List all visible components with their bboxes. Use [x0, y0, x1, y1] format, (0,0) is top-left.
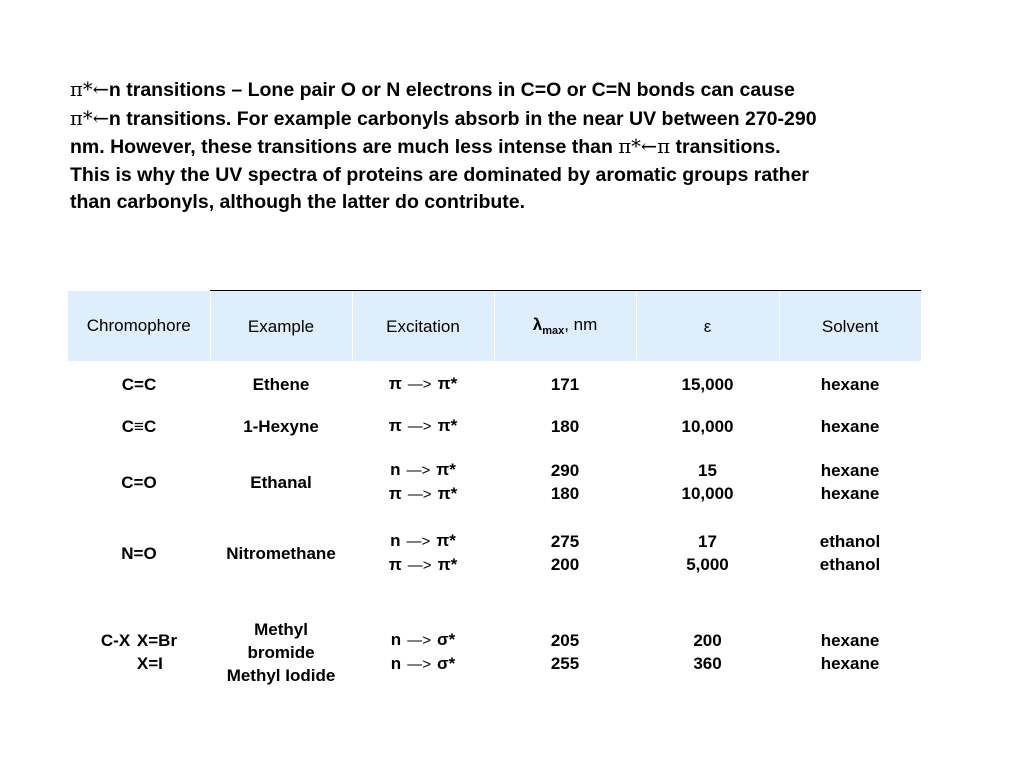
transition-arrow-icon: —>	[407, 486, 432, 503]
cell-lambda: 290 180	[550, 461, 580, 503]
intro-line-4: This is why the UV spectra of proteins are dominated by aromatic groups rather	[70, 163, 810, 186]
header-epsilon: ε	[636, 291, 779, 362]
intro-paragraph	[70, 76, 960, 217]
transition-arrow-icon: —>	[407, 418, 432, 435]
header-lambda-max: $\lambda_{max}$, nm	[494, 291, 636, 362]
transition-arrow-icon: —>	[407, 632, 431, 649]
table-row	[68, 587, 921, 717]
cell-chromophore: C=O	[121, 472, 157, 492]
cell-lambda: 275 200	[550, 532, 580, 574]
intro-line-1: π*←n transitions – Lone pair O or N electrons in C=O or C=N bonds can cause	[70, 78, 795, 101]
cell-solvent: hexane	[820, 416, 880, 436]
cell-excitation: π —> π*	[388, 374, 458, 393]
transition-arrow-icon: —>	[406, 462, 431, 479]
cell-chromophore: C-X X=Br X=I	[100, 631, 178, 673]
cell-solvent: ethanol ethanol	[819, 532, 881, 574]
header-excitation: Excitation	[352, 291, 494, 362]
pi-star-arrow-symbol: π*←	[70, 106, 109, 130]
transition-arrow-icon: —>	[407, 656, 431, 673]
cell-example: Nitromethane	[226, 543, 336, 563]
cell-chromophore: N=O	[121, 543, 157, 563]
pi-star-arrow-symbol: π*←	[70, 78, 109, 101]
cell-chromophore: C=C	[121, 374, 157, 394]
table-row	[68, 445, 921, 519]
table-row	[68, 519, 921, 587]
transition-arrow-icon: —>	[407, 557, 432, 574]
cell-excitation: n —> π* π —> π*	[388, 531, 458, 574]
cell-chromophore: C≡C	[121, 416, 157, 436]
cell-lambda: 180	[550, 416, 580, 436]
cell-solvent: hexane	[820, 374, 880, 394]
transition-arrow-icon: —>	[407, 376, 432, 393]
cell-example: Ethanal	[250, 472, 312, 492]
header-chromophore: Chromophore	[68, 291, 210, 362]
intro-line-2: π*←n transitions. For example carbonyls absorb in the near UV between 270-290	[70, 106, 817, 130]
cell-epsilon: 10,000	[681, 416, 734, 436]
header-example: Example	[210, 291, 352, 362]
cell-example: 1-Hexyne	[243, 416, 319, 436]
pi-star-pi-symbol: π*←π	[618, 135, 671, 158]
table-row	[68, 361, 921, 407]
cell-lambda: 205 255	[550, 631, 580, 673]
cell-excitation: n —> σ* n —> σ*	[390, 630, 456, 673]
table-row	[68, 407, 921, 445]
cell-example: Ethene	[252, 374, 310, 394]
intro-line-3: nm. However, these transitions are much less intense than π*←π transitions.	[70, 135, 781, 158]
cell-excitation: n —> π* π —> π*	[388, 460, 458, 503]
cell-example: Methyl bromide Methyl Iodide	[226, 619, 336, 685]
cell-excitation: π —> π*	[388, 416, 458, 435]
intro-line-5: than carbonyls, although the latter do contribute.	[70, 191, 526, 213]
cell-solvent: hexane hexane	[820, 631, 880, 673]
cell-solvent: hexane hexane	[820, 461, 880, 503]
header-solvent: Solvent	[779, 291, 921, 362]
cell-epsilon: 17 5,000	[686, 532, 729, 574]
cell-epsilon: 200 360	[693, 631, 722, 673]
cell-epsilon: 15 10,000	[681, 461, 734, 503]
chromophore-table	[68, 290, 921, 717]
cell-lambda: 171	[550, 374, 580, 394]
cell-epsilon: 15,000	[681, 374, 734, 394]
transition-arrow-icon: —>	[406, 533, 431, 550]
table-header-row	[68, 291, 921, 362]
